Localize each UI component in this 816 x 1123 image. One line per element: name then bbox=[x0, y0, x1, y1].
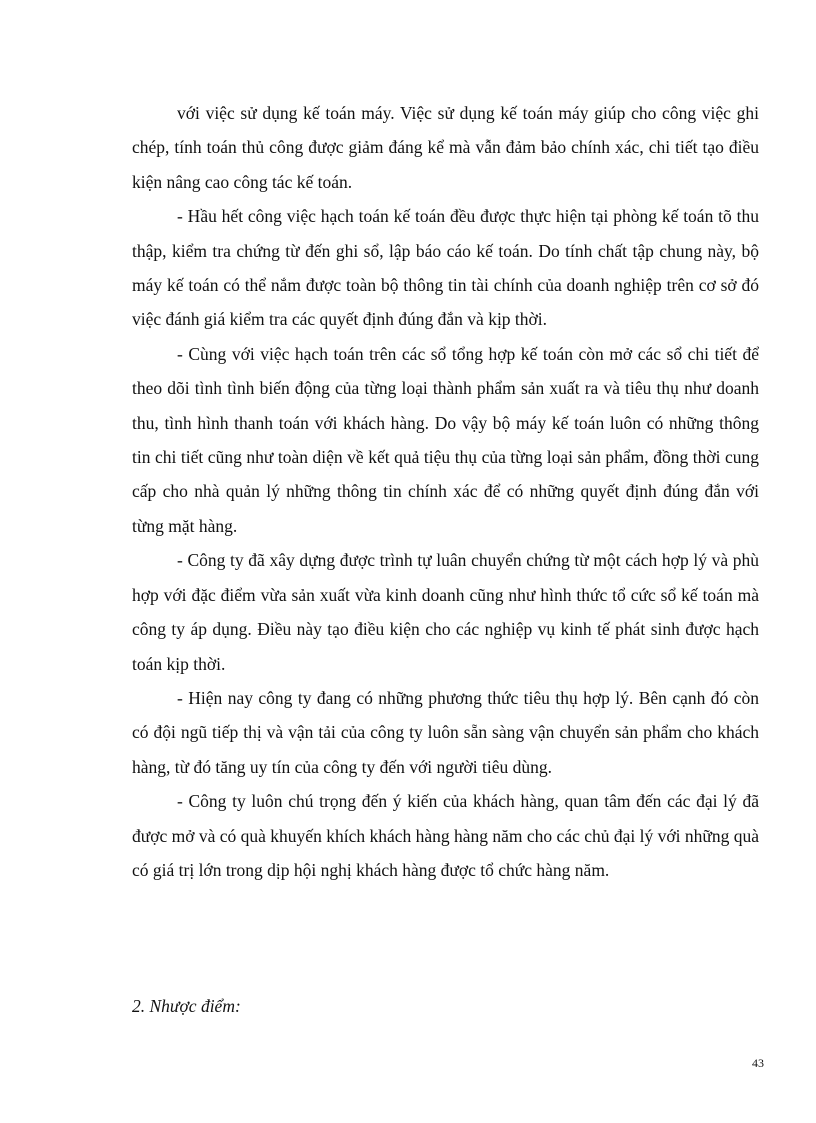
page-number: 43 bbox=[752, 1056, 764, 1070]
section-heading: 2. Nhược điểm: bbox=[132, 996, 241, 1016]
paragraph-accounting-software: với việc sử dụng kế toán máy. Việc sử dụng kế toán máy giúp cho công việc ghi chép, tính toán thủ công được giảm đáng kể mà vẫn đảm bảo chính xác, chi tiết tạo điều kiện nâng cao công tác kế toán. bbox=[132, 103, 759, 192]
body-text bbox=[132, 96, 759, 887]
paragraph-document-flow: - Công ty đã xây dựng được trình tự luân chuyển chứng từ một cách hợp lý và phù hợp với đặc điểm vừa sản xuất vừa kinh doanh cũng như hình thức tổ cức sổ kế toán mà công ty áp dụng. Điều này tạo điều kiện cho các nghiệp vụ kinh tế phát sinh được hạch toán kịp thời. bbox=[132, 550, 759, 674]
paragraph-customer-focus: - Công ty luôn chú trọng đến ý kiến của khách hàng, quan tâm đến các đại lý đã được mở và có quà khuyến khích khách hàng hàng năm cho các chủ đại lý với những quà có giá trị lớn trong dịp hội nghị khách hàng được tổ chức hàng năm. bbox=[132, 791, 759, 880]
paragraph-sales-methods: - Hiện nay công ty đang có những phương thức tiêu thụ hợp lý. Bên cạnh đó còn có đội ngũ tiếp thị và vận tải của công ty luôn sẵn sàng vận chuyển sản phẩm cho khách hàng, từ đó tăng uy tín của công ty đến với người tiêu dùng. bbox=[132, 687, 759, 777]
paragraph-detailed-ledgers: - Cùng với việc hạch toán trên các sổ tổng hợp kế toán còn mở các sổ chi tiết để theo dõi tình tình biến động của từng loại thành phẩm sản xuất ra và tiêu thụ như doanh thu, tình hình thanh toán với khách hàng. Do vậy bộ máy kế toán luôn có những thông tin chi tiết cũng như toàn diện về kết quả tiệu thụ của từng loại sản phẩm, đồng thời cung cấp cho nhà quản lý những thông tin chính xác để có những quyết định đúng đắn với từng mặt hàng. bbox=[132, 343, 759, 536]
paragraph-centralized-accounting: - Hầu hết công việc hạch toán kế toán đều được thực hiện tại phòng kế toán tõ thu thập, kiểm tra chứng từ đến ghi sổ, lập báo cáo kế toán. Do tính chất tập chung này, bộ máy kế toán có thể nắm được toàn bộ thông tin tài chính của doanh nghiệp trên cơ sở đó việc đánh giá kiểm tra các quyết định đúng đắn và kịp thời. bbox=[132, 206, 759, 330]
